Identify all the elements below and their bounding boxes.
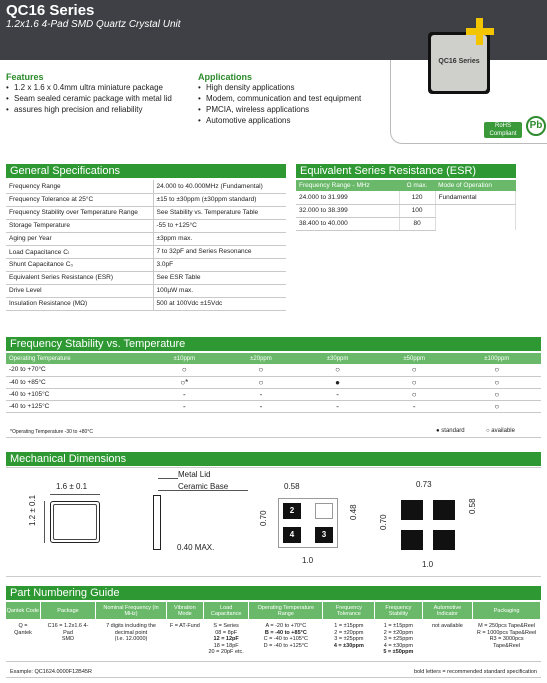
side-view-outline bbox=[153, 495, 161, 550]
stability-cell: - bbox=[146, 400, 223, 412]
pn-line: 20 = 20pF etc. bbox=[208, 649, 244, 655]
land-pad bbox=[401, 500, 423, 520]
pn-cell bbox=[422, 619, 473, 661]
pn-line: (I.e. 12.0000) bbox=[114, 636, 148, 642]
thickness-dim: 0.40 MAX. bbox=[177, 543, 215, 552]
pn-line: 08 = 8pF bbox=[215, 629, 238, 636]
spec-row bbox=[6, 232, 286, 245]
pn-line: not available bbox=[431, 623, 463, 629]
spec-row bbox=[6, 284, 286, 297]
spec-label: Drive Level bbox=[6, 284, 153, 297]
dim-10b: 1.0 bbox=[422, 560, 434, 569]
spec-value: -55 to +125°C bbox=[153, 219, 286, 232]
pn-cell bbox=[473, 619, 541, 661]
spec-value: ±15 to ±30ppm (±30ppm standard) bbox=[153, 193, 286, 206]
stability-temp: -40 to +125°C bbox=[6, 400, 146, 412]
stability-cell: - bbox=[146, 388, 223, 400]
pn-header: Packaging bbox=[473, 602, 541, 619]
dim-048: 0.48 bbox=[349, 504, 358, 520]
esr-cell: 38.400 to 40.000 bbox=[296, 217, 399, 230]
pn-line: SMD bbox=[61, 636, 75, 642]
pn-line: Q = Qantek bbox=[14, 623, 32, 636]
pn-line: F = AT-Fund bbox=[169, 623, 200, 629]
stability-cell: ○ bbox=[453, 388, 542, 400]
pn-cell bbox=[323, 619, 375, 661]
page-title: QC16 Series bbox=[6, 2, 95, 19]
dim-070b: 0.70 bbox=[379, 514, 388, 530]
pn-header: Frequency Tolerance bbox=[323, 602, 375, 619]
height-dim: 1.2 ± 0.1 bbox=[28, 494, 37, 526]
pn-line: M = 250pcs Tape&Reel bbox=[478, 623, 536, 629]
lead-free-badge: Pb bbox=[526, 116, 546, 136]
dim-058: 0.58 bbox=[284, 482, 300, 491]
spec-value: 500 at 100Vdc ±15Vdc bbox=[153, 297, 286, 310]
esr-cell: 24.000 to 31.999 bbox=[296, 191, 399, 204]
stability-temp: -40 to +105°C bbox=[6, 388, 146, 400]
pn-cell bbox=[166, 619, 204, 661]
spec-row bbox=[6, 206, 286, 219]
stability-cell: ○ bbox=[453, 364, 542, 376]
pn-header: Vibration Mode bbox=[166, 602, 204, 619]
pn-line: 7 digits including the bbox=[106, 623, 156, 629]
pn-cell bbox=[204, 619, 249, 661]
stability-cell: ○ bbox=[146, 364, 223, 376]
mechanical-drawing bbox=[6, 467, 541, 577]
spec-label: Equivalent Series Resistance (ESR) bbox=[6, 271, 153, 284]
pn-header: Qantek Code bbox=[6, 602, 40, 619]
spec-label: Frequency Range bbox=[6, 180, 153, 193]
stability-header: ±10ppm bbox=[146, 353, 223, 364]
application-item: • High density applications bbox=[198, 82, 388, 93]
features-section bbox=[6, 72, 196, 115]
pn-header: Frequency Stability bbox=[375, 602, 422, 619]
dim-073: 0.73 bbox=[416, 480, 432, 489]
pn-cell bbox=[96, 619, 166, 661]
features-title: Features bbox=[6, 72, 44, 82]
application-item: • Modem, communication and test equipment bbox=[198, 93, 388, 104]
pn-line: R3 = 3000pcs Tape&Reel bbox=[489, 636, 524, 649]
feature-item-cont: • assures high precision and reliability bbox=[6, 104, 196, 115]
dim-070: 0.70 bbox=[259, 510, 268, 526]
pad-2: 2 bbox=[283, 503, 301, 519]
spec-row bbox=[6, 180, 286, 193]
feature-item: • Seam sealed ceramic package with metal lid bbox=[6, 93, 196, 104]
pn-cell bbox=[375, 619, 422, 661]
ceramic-base-label: Ceramic Base bbox=[178, 482, 229, 491]
pn-header: Nominal Frequency (in MHz) bbox=[96, 602, 166, 619]
stability-header: ±100ppm bbox=[453, 353, 542, 364]
dim-10: 1.0 bbox=[302, 556, 314, 565]
stability-table bbox=[6, 353, 541, 413]
application-item: • PMCIA, wireless applications bbox=[198, 104, 388, 115]
rohs-badge: RoHS Compliant bbox=[484, 122, 522, 138]
spec-label: Insulation Resistance (MΩ) bbox=[6, 297, 153, 310]
spec-value: ±3ppm max. bbox=[153, 232, 286, 245]
spec-value: 7 to 32pF and Series Resonance bbox=[153, 245, 286, 258]
esr-cell: 80 bbox=[399, 217, 435, 230]
pn-line: A = -20 to +70°C bbox=[265, 623, 307, 629]
pn-line: 3 = ±25ppm bbox=[334, 636, 364, 642]
pn-line: C16 = 1.2x1.6 4-Pad bbox=[47, 623, 89, 636]
stability-cell: ○ bbox=[376, 376, 453, 388]
part-numbering-footer bbox=[6, 666, 541, 678]
pn-line: decimal point bbox=[114, 629, 148, 636]
spec-label: Load Capacitance Cₗ bbox=[6, 245, 153, 258]
spec-row bbox=[6, 258, 286, 271]
esr-cell bbox=[435, 204, 515, 217]
spec-row bbox=[6, 297, 286, 310]
legend-standard: ● standard bbox=[436, 428, 465, 434]
stability-temp: -40 to +85°C bbox=[6, 376, 146, 388]
stability-cell: ○ bbox=[376, 388, 453, 400]
pn-cell bbox=[40, 619, 96, 661]
pn-header: Package bbox=[40, 602, 96, 619]
spec-value: 100µW max. bbox=[153, 284, 286, 297]
general-specs-table bbox=[6, 180, 286, 311]
pn-line: 4 = ±30ppm bbox=[333, 642, 364, 649]
stability-cell: ● bbox=[299, 376, 376, 388]
spec-row bbox=[6, 245, 286, 258]
applications-title: Applications bbox=[198, 72, 253, 82]
width-dim: 1.6 ± 0.1 bbox=[56, 482, 88, 491]
spec-label: Frequency Tolerance at 25°C bbox=[6, 193, 153, 206]
pn-line: 4 = ±30ppm bbox=[383, 642, 413, 649]
stability-header: ±30ppm bbox=[299, 353, 376, 364]
stability-cell: - bbox=[223, 400, 300, 412]
stability-header: Operating Temperature bbox=[6, 353, 146, 364]
pn-line: R = 1000pcs Tape&Reel bbox=[476, 629, 537, 636]
pn-line: 2 = ±20ppm bbox=[383, 629, 413, 636]
pn-line: 18 = 18pF bbox=[213, 642, 239, 649]
esr-cell: 120 bbox=[399, 191, 435, 204]
spec-value: See ESR Table bbox=[153, 271, 286, 284]
stability-cell: - bbox=[376, 400, 453, 412]
spec-row bbox=[6, 271, 286, 284]
pn-line: 2 = ±20ppm bbox=[334, 629, 364, 636]
metal-lid-label: Metal Lid bbox=[178, 470, 211, 479]
esr-cell: 100 bbox=[399, 204, 435, 217]
spec-row bbox=[6, 193, 286, 206]
esr-title: Equivalent Series Resistance (ESR) bbox=[296, 164, 516, 178]
pn-cell bbox=[249, 619, 323, 661]
general-specs-title: General Specifications bbox=[6, 164, 286, 178]
spec-value: 3.0pF bbox=[153, 258, 286, 271]
applications-section bbox=[198, 72, 388, 126]
stability-cell: - bbox=[223, 388, 300, 400]
pad-4: 4 bbox=[283, 527, 301, 543]
pn-line: S = Series bbox=[213, 623, 239, 629]
dim-058b: 0.58 bbox=[468, 498, 477, 514]
part-number-example: Example: QC1624.0000F12B45R bbox=[10, 669, 92, 675]
pn-line: C = -40 to +105°C bbox=[263, 636, 309, 642]
pn-header: Load Capacitance bbox=[204, 602, 249, 619]
legend-available: ○ available bbox=[486, 428, 515, 434]
stability-footer bbox=[6, 426, 541, 438]
stability-cell: ○* bbox=[146, 376, 223, 388]
stability-cell: ○ bbox=[223, 376, 300, 388]
pn-header: Automotive Indicator bbox=[422, 602, 473, 619]
spec-label: Shunt Capacitance C₀ bbox=[6, 258, 153, 271]
spec-label: Storage Temperature bbox=[6, 219, 153, 232]
esr-table bbox=[296, 180, 516, 231]
pn-line: 3 = ±25ppm bbox=[383, 636, 413, 642]
part-numbering-title: Part Numbering Guide bbox=[6, 586, 541, 600]
esr-header: Ω max. bbox=[399, 180, 435, 191]
pn-line: B = -40 to +85°C bbox=[264, 629, 307, 636]
pn-header: Operating Temperature Range bbox=[249, 602, 323, 619]
stability-cell: ○ bbox=[376, 364, 453, 376]
spec-value: 24.000 to 40.000MHz (Fundamental) bbox=[153, 180, 286, 193]
feature-item: • 1.2 x 1.6 x 0.4mm ultra miniature package bbox=[6, 82, 196, 93]
spec-value: See Stability vs. Temperature Table bbox=[153, 206, 286, 219]
pn-line: 1 = ±15ppm bbox=[334, 623, 364, 629]
pad-3: 3 bbox=[315, 527, 333, 543]
stability-footnote: *Operating Temperature -30 to +80°C bbox=[10, 429, 93, 435]
stability-cell: - bbox=[299, 400, 376, 412]
spec-label: Aging per Year bbox=[6, 232, 153, 245]
stability-cell: ○ bbox=[453, 400, 542, 412]
esr-cell: 32.000 to 38.399 bbox=[296, 204, 399, 217]
stability-cell: ○ bbox=[223, 364, 300, 376]
stability-cell: - bbox=[299, 388, 376, 400]
product-label: QC16 Series bbox=[438, 58, 480, 65]
spec-label: Frequency Stability over Temperature Range bbox=[6, 206, 153, 219]
page-subtitle: 1.2x1.6 4-Pad SMD Quartz Crystal Unit bbox=[6, 19, 181, 30]
pn-line: 1 = ±15ppm bbox=[383, 623, 413, 629]
pn-line: D = -40 to +125°C bbox=[263, 642, 309, 649]
esr-header: Frequency Range - MHz bbox=[296, 180, 399, 191]
application-item: • Automotive applications bbox=[198, 115, 388, 126]
esr-cell: Fundamental bbox=[435, 191, 515, 204]
mechanical-title: Mechanical Dimensions bbox=[6, 452, 541, 466]
stability-title: Frequency Stability vs. Temperature bbox=[6, 337, 541, 351]
pn-line: 12 = 12pF bbox=[213, 636, 239, 642]
stability-temp: -20 to +70°C bbox=[6, 364, 146, 376]
stability-header: ±50ppm bbox=[376, 353, 453, 364]
part-number-note: bold letters = recommended standard specification bbox=[413, 669, 537, 675]
esr-cell bbox=[435, 217, 515, 230]
pn-line: 5 = ±50ppm bbox=[383, 649, 414, 655]
stability-cell: ○ bbox=[453, 376, 542, 388]
stability-header: ±20ppm bbox=[223, 353, 300, 364]
part-numbering-table bbox=[6, 602, 541, 662]
esr-header: Mode of Operation bbox=[435, 180, 515, 191]
spec-row bbox=[6, 219, 286, 232]
pn-cell bbox=[6, 619, 40, 661]
stability-cell: ○ bbox=[299, 364, 376, 376]
